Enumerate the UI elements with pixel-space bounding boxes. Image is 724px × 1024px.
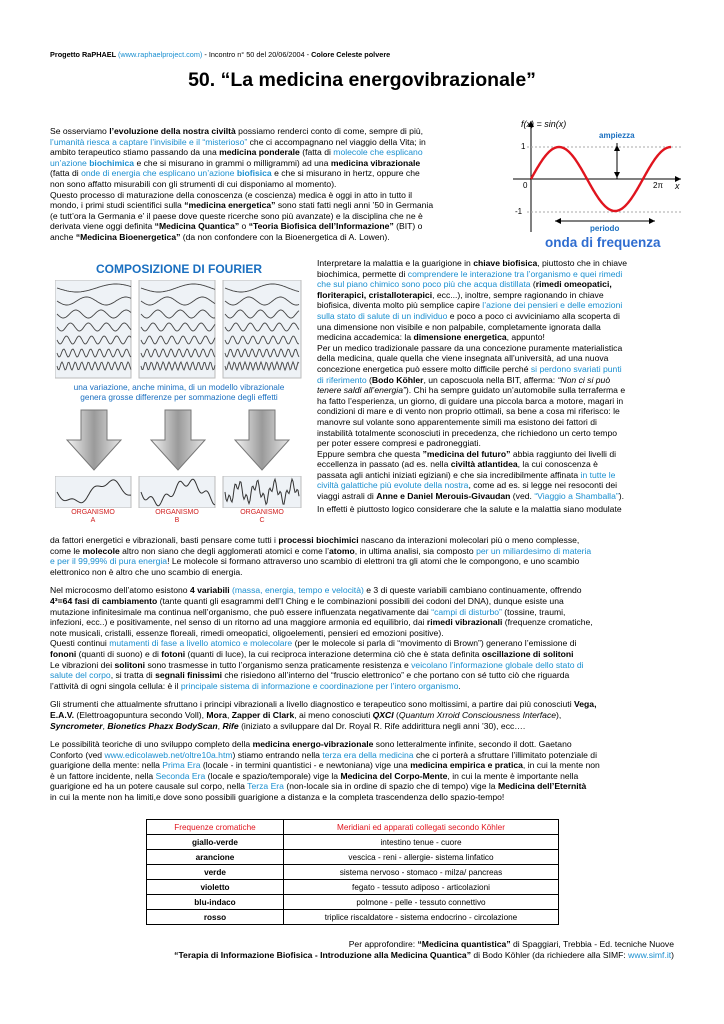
text: e che si misurano in grammi o milligrammi) ad una bbox=[134, 157, 331, 168]
text: floriterapici, cristalloterapici bbox=[317, 289, 433, 300]
text: Eppure sembra che questa bbox=[317, 448, 423, 459]
text: (tante quanti gli esagrammi dell’I Ching e le combinazioni possibili dei codoni del DNA), dunque esiste una bbox=[157, 595, 564, 606]
text: (frequenze cromatiche, bbox=[502, 617, 593, 628]
text: (quanti di luce), la cui reciproca interazione determina ciò che è stata definita bbox=[185, 648, 482, 659]
organism-b-label bbox=[139, 509, 215, 525]
text: rimedi vibrazionali bbox=[426, 617, 503, 628]
table-cell: polmone - pelle - tessuto connettivo bbox=[284, 895, 559, 910]
text: medicina accademica: la bbox=[317, 332, 414, 343]
text: in cui la mente non ha limiti,e dove sono possibili guarigione a distanza e la completa trascendenza dello spazio-tempo! bbox=[50, 792, 505, 803]
fourier-caption bbox=[50, 382, 308, 402]
text: veicolano l’informazione globale dello stato di bbox=[411, 659, 584, 670]
text: Le vibrazioni dei bbox=[50, 659, 115, 670]
text: (fatta di bbox=[299, 147, 334, 158]
text: Zapper di Clark bbox=[231, 709, 295, 720]
text: Interpretare la malattia e la guarigione in bbox=[317, 258, 474, 268]
text: (per le molecole si parla di “movimento di Brown”) generano l’emissione di bbox=[292, 638, 577, 649]
text: (massa, energia, tempo e velocità) bbox=[232, 585, 364, 596]
table-cell: blu-indaco bbox=[147, 895, 284, 910]
text: l’evoluzione della nostra civiltà bbox=[109, 126, 236, 136]
text: note musicali, cristalli, essenze floreali, rimedi omeopatici, oligoelementi, pensieri ed emozioni positive). bbox=[50, 627, 444, 638]
page-title: 50. “La medicina energovibrazionale” bbox=[188, 69, 536, 91]
text: e che si misurano in hertz, oppure che bbox=[271, 168, 420, 179]
text: l’attività di ogni singola cellula: è il bbox=[50, 680, 181, 691]
text: sono trasmesse in tutto l’organismo senza praticamente resistenza e bbox=[145, 659, 412, 670]
text: di Bodo Köhler (da richiedere alla SIMF: bbox=[471, 950, 629, 960]
text: e 3 di queste variabili cambiano continuamente, offrendo bbox=[363, 585, 582, 596]
text: , in cui la mente è importante nella bbox=[447, 770, 579, 781]
text: Conforto (ved bbox=[50, 749, 105, 760]
text: della medicina, quale quella che viene insegnata all’università, ad una nuova bbox=[317, 353, 609, 364]
text: come le bbox=[50, 545, 83, 556]
text: , appunto! bbox=[506, 332, 545, 343]
text: sulla stato di salute di un individuo bbox=[317, 310, 448, 321]
text: “Medicina quantistica” bbox=[417, 939, 511, 949]
text: , si tratta di bbox=[110, 670, 156, 681]
text: , piuttosto che in chiave bbox=[537, 258, 628, 268]
text: Rife bbox=[222, 720, 239, 731]
text: mutamenti di fase a livello atomico e molecolare bbox=[109, 638, 293, 649]
text: ) bbox=[671, 950, 674, 960]
text: condizioni di mare e di vento non proprio ottimali, sa bene a cosa mi riferisco: le bbox=[317, 406, 620, 417]
text: mondo, i primi studi scientifici sulla bbox=[50, 200, 185, 211]
text: mutazione infinitesimale ma continua nell’organismo, che può essere influenzata negativamente dai bbox=[50, 606, 432, 617]
text: ). bbox=[618, 491, 624, 502]
text: Gli strumenti che attualmente sfruttano i principi vibrazionali a livello diagnostico e terapeutico sono moltissimi, a partire dai più conosciuti bbox=[50, 699, 574, 710]
text: sono letteralmente infinite, secondo il dott. Gaetano bbox=[373, 739, 572, 750]
organism-letter: B bbox=[174, 517, 180, 524]
text: civiltà galattiche più evolute della nostra bbox=[317, 480, 469, 491]
references bbox=[174, 939, 674, 961]
fourier-waves bbox=[55, 280, 303, 380]
fourier-figure bbox=[50, 258, 308, 528]
text: medicina vibrazionale bbox=[330, 157, 421, 168]
text: segnali finissimi bbox=[155, 670, 222, 681]
text: abbia raggiunto dei livelli di bbox=[510, 448, 617, 459]
sine-caption: onda di frequenza bbox=[545, 235, 661, 250]
period-label: periodo bbox=[590, 224, 620, 233]
text: Le possibilità teoriche di uno sviluppo completo della bbox=[50, 739, 253, 750]
text: 4 variabili bbox=[189, 585, 230, 596]
text: Quantum Xrroid Consciousness Interface bbox=[398, 709, 557, 720]
text: medicina energo-vibrazionale bbox=[252, 739, 374, 750]
fourier-caption-line2: genera grosse differenze per sommazione degli effetti bbox=[80, 392, 278, 402]
text: Anne e Daniel Merouis-Givaudan bbox=[376, 491, 511, 502]
fourier-title: COMPOSIZIONE DI FOURIER bbox=[95, 262, 262, 276]
text: ( bbox=[366, 374, 372, 385]
text: rimedi omeopatici, bbox=[535, 279, 612, 290]
table-header-cell: Frequenze cromatiche bbox=[147, 820, 284, 835]
text: fotoni bbox=[161, 648, 186, 659]
formula-label: f(x) = sin(x) bbox=[521, 119, 567, 129]
text: (BIT) o bbox=[393, 221, 423, 232]
text: , come ad es. si legge nei resoconti dei bbox=[468, 480, 618, 491]
text: (quanti di suono) e di bbox=[76, 648, 162, 659]
text: , ecc...), inoltre, sempre ragionando in chiave bbox=[432, 289, 604, 300]
table-cell: verde bbox=[147, 865, 284, 880]
text: (Elettroagopuntura secondo Voll), bbox=[74, 709, 207, 720]
table-cell: vescica - reni - allergie- sistema linfatico bbox=[284, 850, 559, 865]
text: , in cui la mente non bbox=[522, 760, 600, 771]
text: “Medicina Bioenergetica” bbox=[75, 231, 181, 242]
tick-0: 0 bbox=[523, 181, 528, 190]
amplitude-label: ampiezza bbox=[599, 131, 635, 140]
text: ambito terapeutico stiamo passando da una bbox=[50, 147, 220, 158]
text: Seconda Era bbox=[155, 770, 206, 781]
text: biochimica bbox=[89, 157, 135, 168]
text: Per un medico tradizionale passare da una concezione puramente materialistica bbox=[317, 342, 623, 353]
text: medicina empirica e pratica bbox=[410, 760, 523, 771]
text: in tutte le bbox=[580, 469, 616, 480]
page-header bbox=[50, 50, 390, 59]
text: fononi bbox=[50, 648, 77, 659]
table-cell: triplice riscaldatore - sistema endocrino - circolazione bbox=[284, 910, 559, 925]
text: e per il 99,99% di pura energia bbox=[50, 556, 168, 567]
table-header-row bbox=[147, 820, 559, 835]
table-cell: fegato - tessuto adiposo - articolazioni bbox=[284, 880, 559, 895]
text: elettronico non è altro che uno scambio di energia. bbox=[50, 566, 243, 577]
text: viaggi astrali di bbox=[317, 491, 377, 502]
text: per un miliardesimo di materia bbox=[476, 545, 592, 556]
fourier-arrows bbox=[55, 408, 303, 473]
arrow-down-icon bbox=[151, 410, 205, 470]
text: “medicina energetica” bbox=[184, 200, 276, 211]
sine-figure bbox=[505, 117, 685, 257]
text: dimensione energetica bbox=[413, 332, 507, 343]
text: ( bbox=[530, 279, 536, 290]
table-cell: violetto bbox=[147, 880, 284, 895]
text: da fattori energetici e vibrazionali, basti pensare come tutti i bbox=[50, 535, 279, 545]
organism-waves bbox=[55, 476, 303, 508]
text: anche bbox=[50, 231, 76, 242]
text: QXCI bbox=[372, 709, 394, 720]
text: E.A.V. bbox=[50, 709, 75, 720]
text: “Non ci si può bbox=[557, 374, 611, 385]
text: altro non siano che degli agglomerati atomici e come l’ bbox=[119, 545, 329, 556]
text: è un fattore incidente, nella bbox=[50, 770, 156, 781]
table-cell: giallo-verde bbox=[147, 835, 284, 850]
text: ha fatto l’esperienza, un giorno, di guidare una piccola barca a motore, magari in bbox=[317, 395, 624, 406]
text: (e tutt’ora la Germania e’ il paese dove queste ricerche sono più avanzate) e la disciplina che ne è bbox=[50, 210, 423, 221]
organism-label: ORGANISMO bbox=[155, 509, 199, 516]
meeting-info: - Incontro n° 50 del 20/06/2004 - bbox=[202, 50, 312, 59]
text: tenere saldi all’energia” bbox=[317, 385, 406, 396]
project-name: Progetto RaPHAEL bbox=[50, 50, 116, 59]
body-text bbox=[50, 535, 674, 803]
text: si perdono svariati punti bbox=[530, 363, 622, 374]
text: che ci porterà a sfruttare l’illimitato potenziale di bbox=[413, 749, 597, 760]
text: o bbox=[239, 221, 249, 232]
text: civiltà atlantidea bbox=[450, 459, 518, 470]
text: In effetti è piuttosto logico considerare che la salute e la malattia siano modulate bbox=[317, 503, 622, 514]
text: oscillazione di solitoni bbox=[481, 648, 574, 659]
text: che risiedono all’interno del “fruscio elettronico” e che portano con sé tutto ciò che riguarda bbox=[221, 670, 570, 681]
text: manovre sul volante sono apparentemente simili ma esistono dei fattori di bbox=[317, 416, 597, 427]
text: (locale e spazio/temporale) vige la bbox=[205, 770, 341, 781]
text: onde di energia che esplicano un’azione bbox=[81, 168, 237, 179]
text: Medicina del Corpo-Mente bbox=[340, 770, 448, 781]
text: sono stati fatti negli anni ’50 in Germania bbox=[275, 200, 434, 211]
text: . bbox=[458, 680, 461, 691]
text: (locale - in termini quantistici - e newtoniana) vige una bbox=[200, 760, 411, 771]
text: , bbox=[217, 720, 223, 731]
text: terza era della medicina bbox=[322, 749, 414, 760]
text: 4³=64 fasi di cambiamento bbox=[50, 595, 158, 606]
organism-letter: C bbox=[259, 517, 265, 524]
text: ”medicina del futuro” bbox=[422, 448, 511, 459]
text: passata agli antichi iniziati egiziani) e che sia incredibilmente affinata bbox=[317, 469, 581, 480]
text: Medicina dell’Eternità bbox=[497, 781, 587, 792]
axis-x-label: x bbox=[675, 181, 680, 191]
text: non sono affatto misurabili con gli strumenti di cui disponiamo al momento). bbox=[50, 178, 337, 189]
text: ). Chi ha sempre guidato un’automobile sulla terraferma e bbox=[405, 385, 626, 396]
text: (fatta di bbox=[50, 168, 82, 179]
text: , la cui conoscenza è bbox=[517, 459, 598, 470]
table-row bbox=[147, 895, 559, 910]
frequency-table bbox=[146, 819, 559, 925]
text: , in ultima analisi, sia composto bbox=[354, 545, 477, 556]
text: nascano da interazioni molecolari più o meno complesse, bbox=[358, 535, 580, 545]
text: (ved. bbox=[510, 491, 535, 502]
text: molecole che esplicano bbox=[333, 147, 423, 158]
text: (non-locale sia in ordine di spazio che di tempo) vige la bbox=[283, 781, 498, 792]
text: guarigione ed ha un potere causale sul corpo, nella bbox=[50, 781, 248, 792]
text: “Teoria Biofisica dell’Informazione” bbox=[248, 221, 394, 232]
right-column bbox=[317, 258, 674, 514]
text: Nel microcosmo dell’atomo esistono bbox=[50, 585, 190, 596]
text: Per approfondire: bbox=[348, 939, 418, 949]
text: principale sistema di informazione e coordinazione per l’intero organismo bbox=[180, 680, 459, 691]
table-cell: rosso bbox=[147, 910, 284, 925]
text: Questo processo di maturazione della conoscenza (e coscienza) medica è oggi in atto in tutto il bbox=[50, 189, 413, 200]
text: processi biochimici bbox=[278, 535, 359, 545]
text: ) stiamo entrando nella bbox=[232, 749, 323, 760]
text: ), bbox=[556, 709, 562, 720]
text: di Spaggiari, Trebbia - Ed. tecniche Nuove bbox=[510, 939, 674, 949]
text: ( bbox=[393, 709, 399, 720]
text: “campi di disturbo” bbox=[431, 606, 502, 617]
text: che ci accompagnano nel viaggio della Vita; in bbox=[247, 136, 426, 147]
text: di riferimento bbox=[317, 374, 367, 385]
text: (tossine, traumi, bbox=[501, 606, 566, 617]
table-row bbox=[147, 850, 559, 865]
text: derivata viene oggi definita bbox=[50, 221, 155, 232]
text: “Terapia di Informazione Biofisica - Introduzione alla Medicina Quantica” bbox=[174, 950, 471, 960]
text: una dimensione non visibile e non palpabile, completamente ignorata dalla bbox=[317, 321, 601, 332]
text: solitoni bbox=[114, 659, 146, 670]
organism-letter: A bbox=[90, 517, 96, 524]
meeting-color: Colore Celeste polvere bbox=[311, 50, 391, 59]
text: l’umanità riesca a captare l’invisibile e il “misterioso” bbox=[50, 136, 248, 147]
text: e poco a poco ci avviciniamo alla scoperta di bbox=[447, 310, 620, 321]
text: Bionetics Phazx BodyScan bbox=[107, 720, 218, 731]
tick-2pi: 2π bbox=[653, 181, 663, 190]
text: biochimica, permette di bbox=[317, 268, 408, 279]
table-cell: arancione bbox=[147, 850, 284, 865]
text: Terza Era bbox=[247, 781, 284, 792]
table-row bbox=[147, 910, 559, 925]
text: eccellenza in passato (ad es. nella bbox=[317, 459, 451, 470]
organism-label: ORGANISMO bbox=[71, 509, 115, 516]
text: per poter essere compresi e padroneggiati. bbox=[317, 438, 481, 449]
text: medicina ponderale bbox=[219, 147, 300, 158]
arrow-down-icon bbox=[235, 410, 289, 470]
organism-c-label bbox=[223, 509, 301, 525]
text: Se osserviamo bbox=[50, 126, 110, 136]
simf-link[interactable]: www.simf.it bbox=[628, 950, 672, 960]
text: , bbox=[226, 709, 232, 720]
fourier-caption-line1: una variazione, anche minima, di un modello vibrazionale bbox=[73, 382, 285, 392]
text: molecole bbox=[82, 545, 120, 556]
text: un’azione bbox=[50, 157, 90, 168]
text: (da non confondere con la Bioenergetica di A. Lowen). bbox=[180, 231, 390, 242]
text: salute del corpo bbox=[50, 670, 111, 681]
text: Prima Era bbox=[162, 760, 201, 771]
text: guarigione della mente: nella bbox=[50, 760, 163, 771]
organism-a-label bbox=[55, 509, 131, 525]
text: Vega, bbox=[574, 699, 597, 710]
table-row bbox=[147, 835, 559, 850]
text: ! Le molecole si formano attraverso uno scambio di elettroni tra gli atomi che le compongono, e uno scambio bbox=[167, 556, 580, 567]
text: comprendere le interazione tra l’organismo e quei rimedi bbox=[407, 268, 623, 279]
tick-1: 1 bbox=[521, 142, 526, 151]
project-link[interactable]: (www.raphaelproject.com) bbox=[117, 50, 203, 59]
text: “Viaggio a Shamballa” bbox=[534, 491, 619, 502]
table-row bbox=[147, 880, 559, 895]
text: instabilità totalmente sconosciuti in precedenza, che richiedono un certo tempo bbox=[317, 427, 618, 438]
text: biofisica bbox=[236, 168, 272, 179]
text: (iniziato a sviluppare dal Dr. Royal R. Rife addirittura negli anni ’30), ecc…. bbox=[238, 720, 526, 731]
table-header-cell: Meridiani ed apparati collegati secondo Köhler bbox=[284, 820, 559, 835]
text: concezione energetica può essere molto difficile perché bbox=[317, 363, 531, 374]
edicolaweb-link[interactable]: www.edicolaweb.net/oltre10a.htm bbox=[104, 749, 233, 760]
text: che sul piano chimico sono poco più che acqua distillata bbox=[317, 279, 531, 290]
table-cell: intestino tenue - cuore bbox=[284, 835, 559, 850]
intro-paragraph bbox=[50, 126, 494, 243]
text: infezioni, ecc..) e positivamente, nel senso di un ritorno ad una maggiore armonia ed equilibrio, dai bbox=[50, 617, 427, 628]
text: atomo bbox=[328, 545, 355, 556]
arrow-down-icon bbox=[67, 410, 121, 470]
text: l’azione dei pensieri e delle emozioni bbox=[482, 300, 623, 311]
organism-label: ORGANISMO bbox=[240, 509, 284, 516]
text: biofisica, diventa molto più semplice capire bbox=[317, 300, 483, 311]
text: , bbox=[102, 720, 108, 731]
tick-minus-1: -1 bbox=[515, 207, 523, 216]
text: Mora bbox=[206, 709, 227, 720]
table-row bbox=[147, 865, 559, 880]
text: Questi continui bbox=[50, 638, 110, 649]
text: , un caposcuola nella BIT, afferma: bbox=[423, 374, 558, 385]
text: Syncrometer bbox=[50, 720, 103, 731]
text: chiave biofisica bbox=[473, 258, 538, 268]
text: “Medicina Quantica” bbox=[154, 221, 240, 232]
text: , ai meno conosciuti bbox=[294, 709, 373, 720]
text: Bodo Köhler bbox=[371, 374, 424, 385]
text: possiamo renderci conto di come, sempre di più, bbox=[235, 126, 424, 136]
table-cell: sistema nervoso - stomaco - milza/ pancreas bbox=[284, 865, 559, 880]
